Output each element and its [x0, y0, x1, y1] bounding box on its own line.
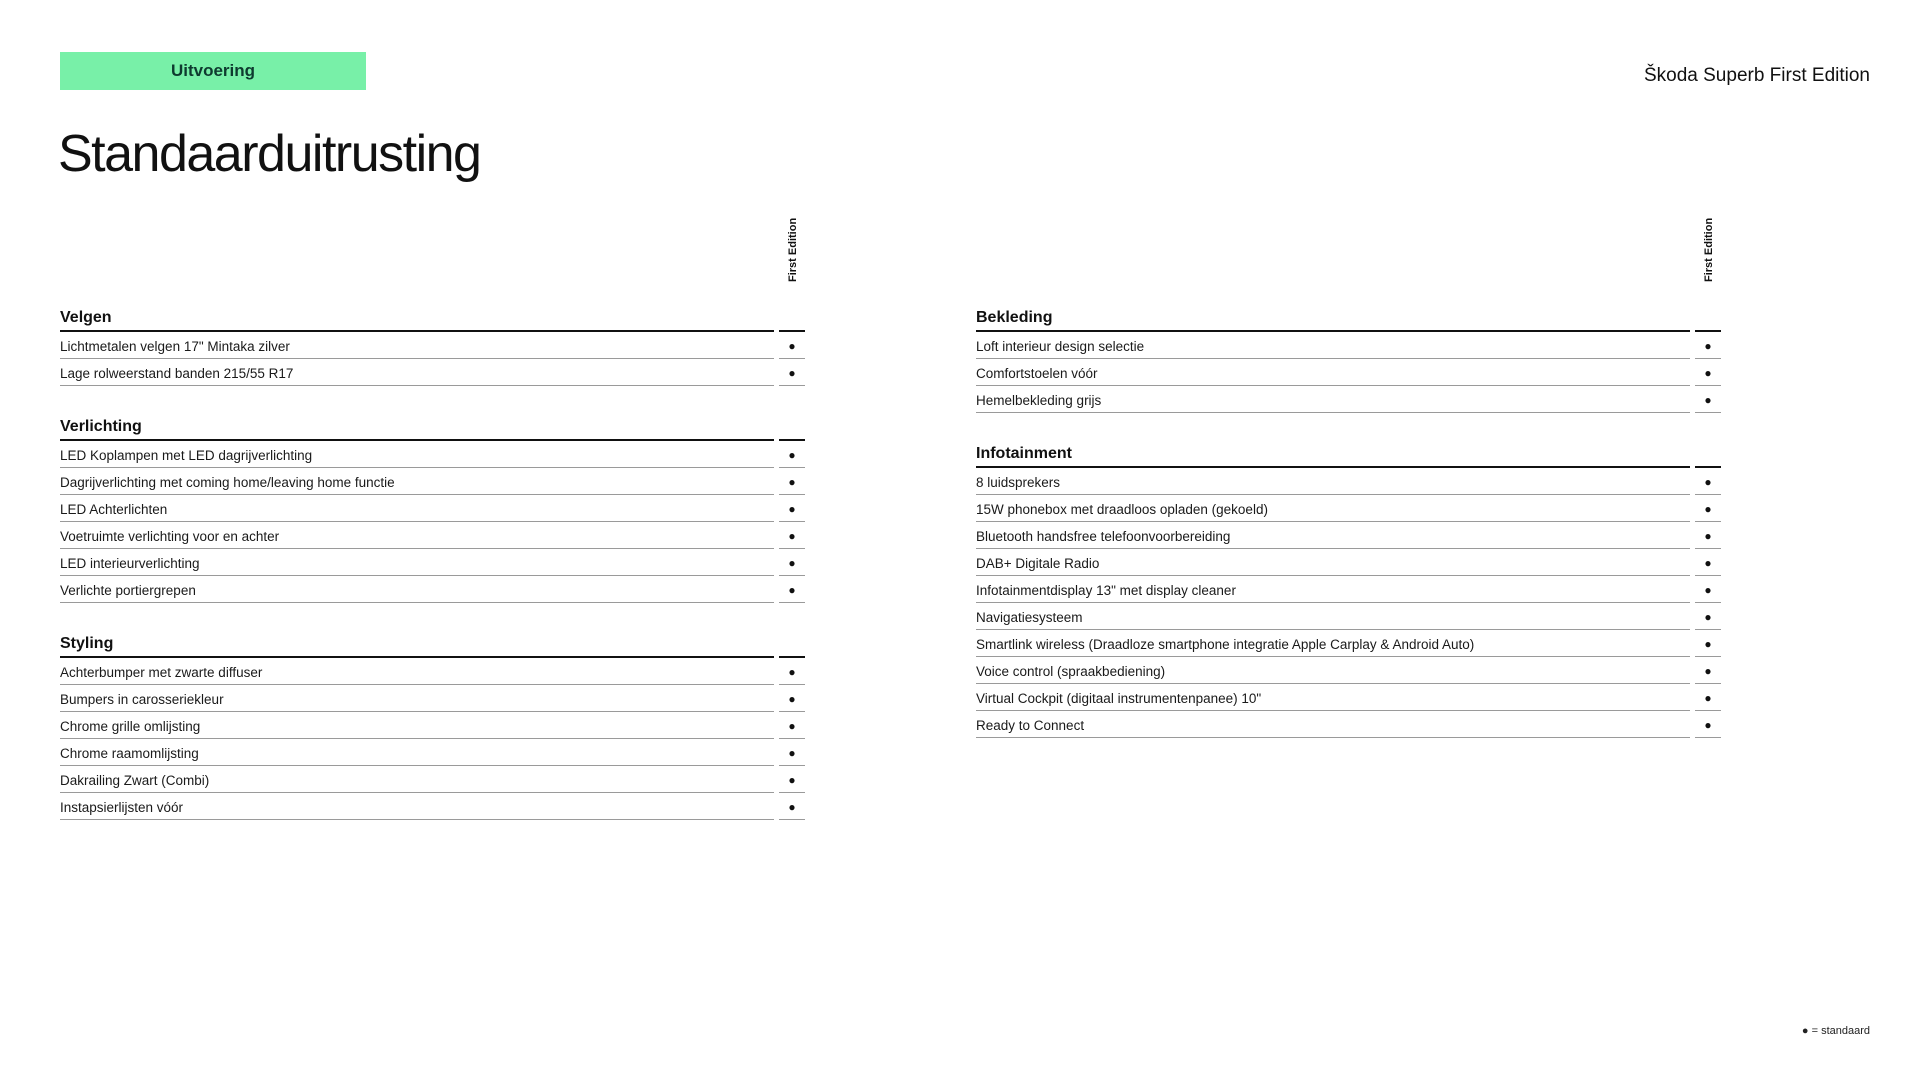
spec-label: Bumpers in carosseriekleur — [60, 685, 774, 712]
spec-row — [976, 657, 1721, 684]
standard-dot: ● — [779, 441, 805, 468]
standard-dot: ● — [779, 522, 805, 549]
spec-row — [60, 658, 805, 685]
spec-row — [60, 766, 805, 793]
standard-dot: ● — [1695, 657, 1721, 684]
standard-dot: ● — [1695, 630, 1721, 657]
standard-dot: ● — [1695, 468, 1721, 495]
standard-dot: ● — [779, 766, 805, 793]
spec-label: Loft interieur design selectie — [976, 332, 1690, 359]
column-label: First Edition — [787, 217, 799, 282]
standard-dot: ● — [1695, 603, 1721, 630]
column-header — [976, 217, 1721, 304]
standard-dot: ● — [1695, 549, 1721, 576]
spec-section — [60, 304, 805, 386]
section-header — [976, 440, 1721, 468]
section-title: Bekleding — [976, 309, 1690, 332]
spec-label: LED Achterlichten — [60, 495, 774, 522]
section-header — [60, 304, 805, 332]
spec-label: Hemelbekleding grijs — [976, 386, 1690, 413]
spec-row — [60, 441, 805, 468]
spec-label: 15W phonebox met draadloos opladen (gekoeld) — [976, 495, 1690, 522]
spec-label: Voice control (spraakbediening) — [976, 657, 1690, 684]
standard-dot: ● — [1695, 522, 1721, 549]
spec-label: Chrome raamomlijsting — [60, 739, 774, 766]
section-header — [976, 304, 1721, 332]
section-title: Styling — [60, 635, 774, 658]
spec-row — [60, 576, 805, 603]
standard-dot: ● — [779, 739, 805, 766]
standard-dot: ● — [1695, 711, 1721, 738]
spec-row — [976, 359, 1721, 386]
page-title: Standaarduitrusting — [58, 125, 481, 183]
spec-row — [60, 549, 805, 576]
column-label: First Edition — [1703, 217, 1715, 282]
standard-dot: ● — [779, 549, 805, 576]
spec-row — [60, 712, 805, 739]
spec-row — [60, 739, 805, 766]
standard-dot: ● — [779, 576, 805, 603]
spec-label: Ready to Connect — [976, 711, 1690, 738]
spec-label: Lage rolweerstand banden 215/55 R17 — [60, 359, 774, 386]
spec-label: Dagrijverlichting met coming home/leaving home functie — [60, 468, 774, 495]
standard-dot: ● — [1695, 332, 1721, 359]
standard-dot: ● — [1695, 495, 1721, 522]
spec-section — [60, 413, 805, 603]
spec-label: Smartlink wireless (Draadloze smartphone integratie Apple Carplay & Android Auto) — [976, 630, 1690, 657]
spec-row — [976, 603, 1721, 630]
standard-dot: ● — [779, 793, 805, 820]
spec-label: Voetruimte verlichting voor en achter — [60, 522, 774, 549]
spec-label: Achterbumper met zwarte diffuser — [60, 658, 774, 685]
spec-row — [60, 495, 805, 522]
right-column — [976, 217, 1721, 738]
spec-label: LED interieurverlichting — [60, 549, 774, 576]
standard-dot: ● — [1695, 359, 1721, 386]
legend: ● = standaard — [1801, 1025, 1870, 1037]
standard-dot: ● — [779, 712, 805, 739]
spec-row — [60, 359, 805, 386]
spec-label: DAB+ Digitale Radio — [976, 549, 1690, 576]
spec-row — [976, 468, 1721, 495]
spec-row — [976, 684, 1721, 711]
section-title: Verlichting — [60, 418, 774, 441]
standard-dot: ● — [779, 685, 805, 712]
spec-section — [976, 440, 1721, 738]
standard-dot: ● — [779, 658, 805, 685]
standard-dot: ● — [1695, 684, 1721, 711]
spec-row — [60, 522, 805, 549]
spec-row — [60, 793, 805, 820]
standard-dot: ● — [779, 468, 805, 495]
spec-label: Instapsierlijsten vóór — [60, 793, 774, 820]
spec-label: Verlichte portiergrepen — [60, 576, 774, 603]
spec-label: Bluetooth handsfree telefoonvoorbereiding — [976, 522, 1690, 549]
spec-section — [976, 304, 1721, 413]
spec-row — [976, 549, 1721, 576]
spec-row — [976, 522, 1721, 549]
brand-title: Škoda Superb First Edition — [1643, 65, 1870, 86]
section-header — [60, 630, 805, 658]
spec-row — [976, 711, 1721, 738]
section-title: Infotainment — [976, 445, 1690, 468]
standard-dot: ● — [779, 495, 805, 522]
spec-label: LED Koplampen met LED dagrijverlichting — [60, 441, 774, 468]
spec-label: Infotainmentdisplay 13" met display cleaner — [976, 576, 1690, 603]
standard-dot: ● — [1695, 386, 1721, 413]
left-column — [60, 217, 805, 820]
section-tag: Uitvoering — [60, 52, 366, 90]
spec-label: 8 luidsprekers — [976, 468, 1690, 495]
standard-dot: ● — [1695, 576, 1721, 603]
spec-row — [60, 685, 805, 712]
spec-label: Chrome grille omlijsting — [60, 712, 774, 739]
right-sections — [976, 304, 1721, 738]
spec-label: Comfortstoelen vóór — [976, 359, 1690, 386]
spec-row — [60, 332, 805, 359]
spec-row — [976, 386, 1721, 413]
spec-row — [976, 630, 1721, 657]
standard-dot: ● — [779, 359, 805, 386]
spec-section — [60, 630, 805, 820]
standard-dot: ● — [779, 332, 805, 359]
column-header — [60, 217, 805, 304]
spec-row — [976, 332, 1721, 359]
section-header — [60, 413, 805, 441]
spec-row — [60, 468, 805, 495]
spec-label: Lichtmetalen velgen 17" Mintaka zilver — [60, 332, 774, 359]
spec-row — [976, 576, 1721, 603]
left-sections — [60, 304, 805, 820]
spec-label: Virtual Cockpit (digitaal instrumentenpanee) 10" — [976, 684, 1690, 711]
spec-label: Navigatiesysteem — [976, 603, 1690, 630]
section-title: Velgen — [60, 309, 774, 332]
spec-label: Dakrailing Zwart (Combi) — [60, 766, 774, 793]
spec-row — [976, 495, 1721, 522]
